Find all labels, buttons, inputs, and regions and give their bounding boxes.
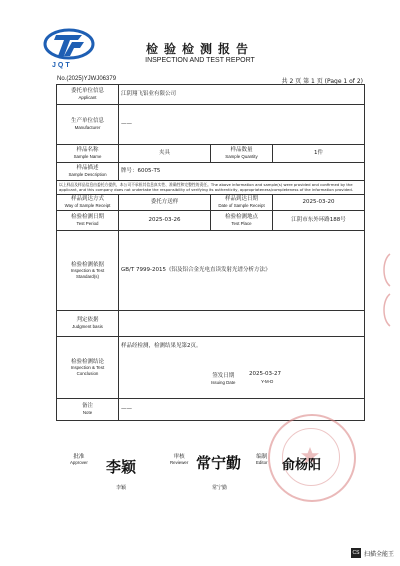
logo-text: JQT	[52, 62, 72, 69]
sample-name-label: 样品名称 Sample Name	[57, 145, 119, 163]
note-label: 备注 Note	[57, 399, 119, 421]
issuing-date-label-en: Issuing Date	[211, 379, 236, 385]
conclusion-value: 样品经检测，检测结果见第2页。	[121, 343, 202, 349]
approver-signature: 李颖	[106, 458, 137, 476]
sample-row	[57, 145, 365, 163]
sample-description-value: 牌号：6005-T5	[119, 163, 365, 181]
standards-value: GB/T 7999-2015《铝及铝合金光电直读发射光谱分析方法》	[119, 231, 365, 311]
notice-row	[57, 181, 365, 195]
sample-description-label: 样品描述 Sample Description	[57, 163, 119, 181]
test-place-label: 检验检测地点 Test Place	[211, 211, 273, 231]
sample-quantity-value: 1件	[273, 145, 365, 163]
sample-quantity-label: 样品数量 Sample Quantity	[211, 145, 273, 163]
scan-app-badge	[351, 548, 394, 558]
report-number: No.(2025)YJWJ06379	[57, 76, 117, 82]
judgment-label: 判定依据 Judgment basis	[57, 311, 119, 337]
standards-label: 检验检测依据 Inspection & Test Standard(s)	[57, 231, 119, 311]
receipt-way-value: 委托方送样	[119, 195, 211, 211]
page-number: 共 2 页 第 1 页 (Page 1 of 2)	[281, 78, 363, 85]
test-place-value: 江阴市东外环路188号	[273, 211, 365, 231]
judgment-row	[57, 311, 365, 337]
test-period-value: 2025-03-26	[119, 211, 211, 231]
manufacturer-value: ——	[119, 105, 365, 145]
test-period-label: 检验检测日期 Test Period	[57, 211, 119, 231]
note-value: ——	[119, 399, 365, 421]
manufacturer-label: 生产单位信息 Manufacturer	[57, 105, 119, 145]
report-title-cn: 检验检测报告	[145, 42, 254, 56]
sample-name-value: 夹具	[119, 145, 211, 163]
report-table	[56, 84, 365, 421]
description-row	[57, 163, 365, 181]
manufacturer-row	[57, 105, 365, 145]
approver-printed-name: 李颖	[116, 485, 127, 491]
side-stamp	[376, 250, 394, 330]
conclusion-cell	[119, 337, 365, 399]
scan-app-icon: CS	[352, 550, 360, 556]
editor-label: 编制 Editor	[256, 454, 268, 465]
reviewer-printed-name: 常宁勤	[212, 485, 228, 491]
scan-app-name: 扫描全能王	[363, 550, 394, 558]
report-title-en: INSPECTION AND TEST REPORT	[145, 57, 255, 64]
approver-label: 批准 Approver	[70, 454, 88, 465]
receipt-date-value: 2025-03-20	[273, 195, 365, 211]
issuing-date-block	[211, 373, 235, 385]
applicant-row	[57, 85, 365, 105]
issuing-date-value: 2025-03-27	[249, 371, 281, 377]
reviewer-label: 审核 Reviewer	[170, 454, 189, 465]
date-format: Y-M-D	[261, 379, 274, 384]
sample-notice: 以上样品及样品信息由委托方提供，本公司不承担其信息真实性、准确性和完整性的责任。The above information and sample(s) were provided and confirmed by the applicant, and this company does not undertake the responsibility of verifying its authenticity, appropriateness/completeness of the information provided.	[57, 181, 365, 195]
applicant-label: 委托单位信息 Applicant	[57, 85, 119, 105]
issuing-date-label-cn: 签发日期	[212, 373, 235, 379]
applicant-value: 江阴翔飞铝业有限公司	[119, 85, 365, 105]
reviewer-signature: 常宁勤	[196, 454, 242, 472]
receipt-date-label: 样品到达日期 Date of Sample Receipt	[211, 195, 273, 211]
conclusion-row	[57, 337, 365, 399]
conclusion-label: 检验检测结论 Inspection & Test Conclusion	[57, 337, 119, 399]
receipt-way-label: 样品到达方式 Way of Sample Receipt	[57, 195, 119, 211]
judgment-value	[119, 311, 365, 337]
receipt-row	[57, 195, 365, 211]
standards-row	[57, 231, 365, 311]
test-row	[57, 211, 365, 231]
editor-signature: 俞杨阳	[282, 458, 322, 473]
